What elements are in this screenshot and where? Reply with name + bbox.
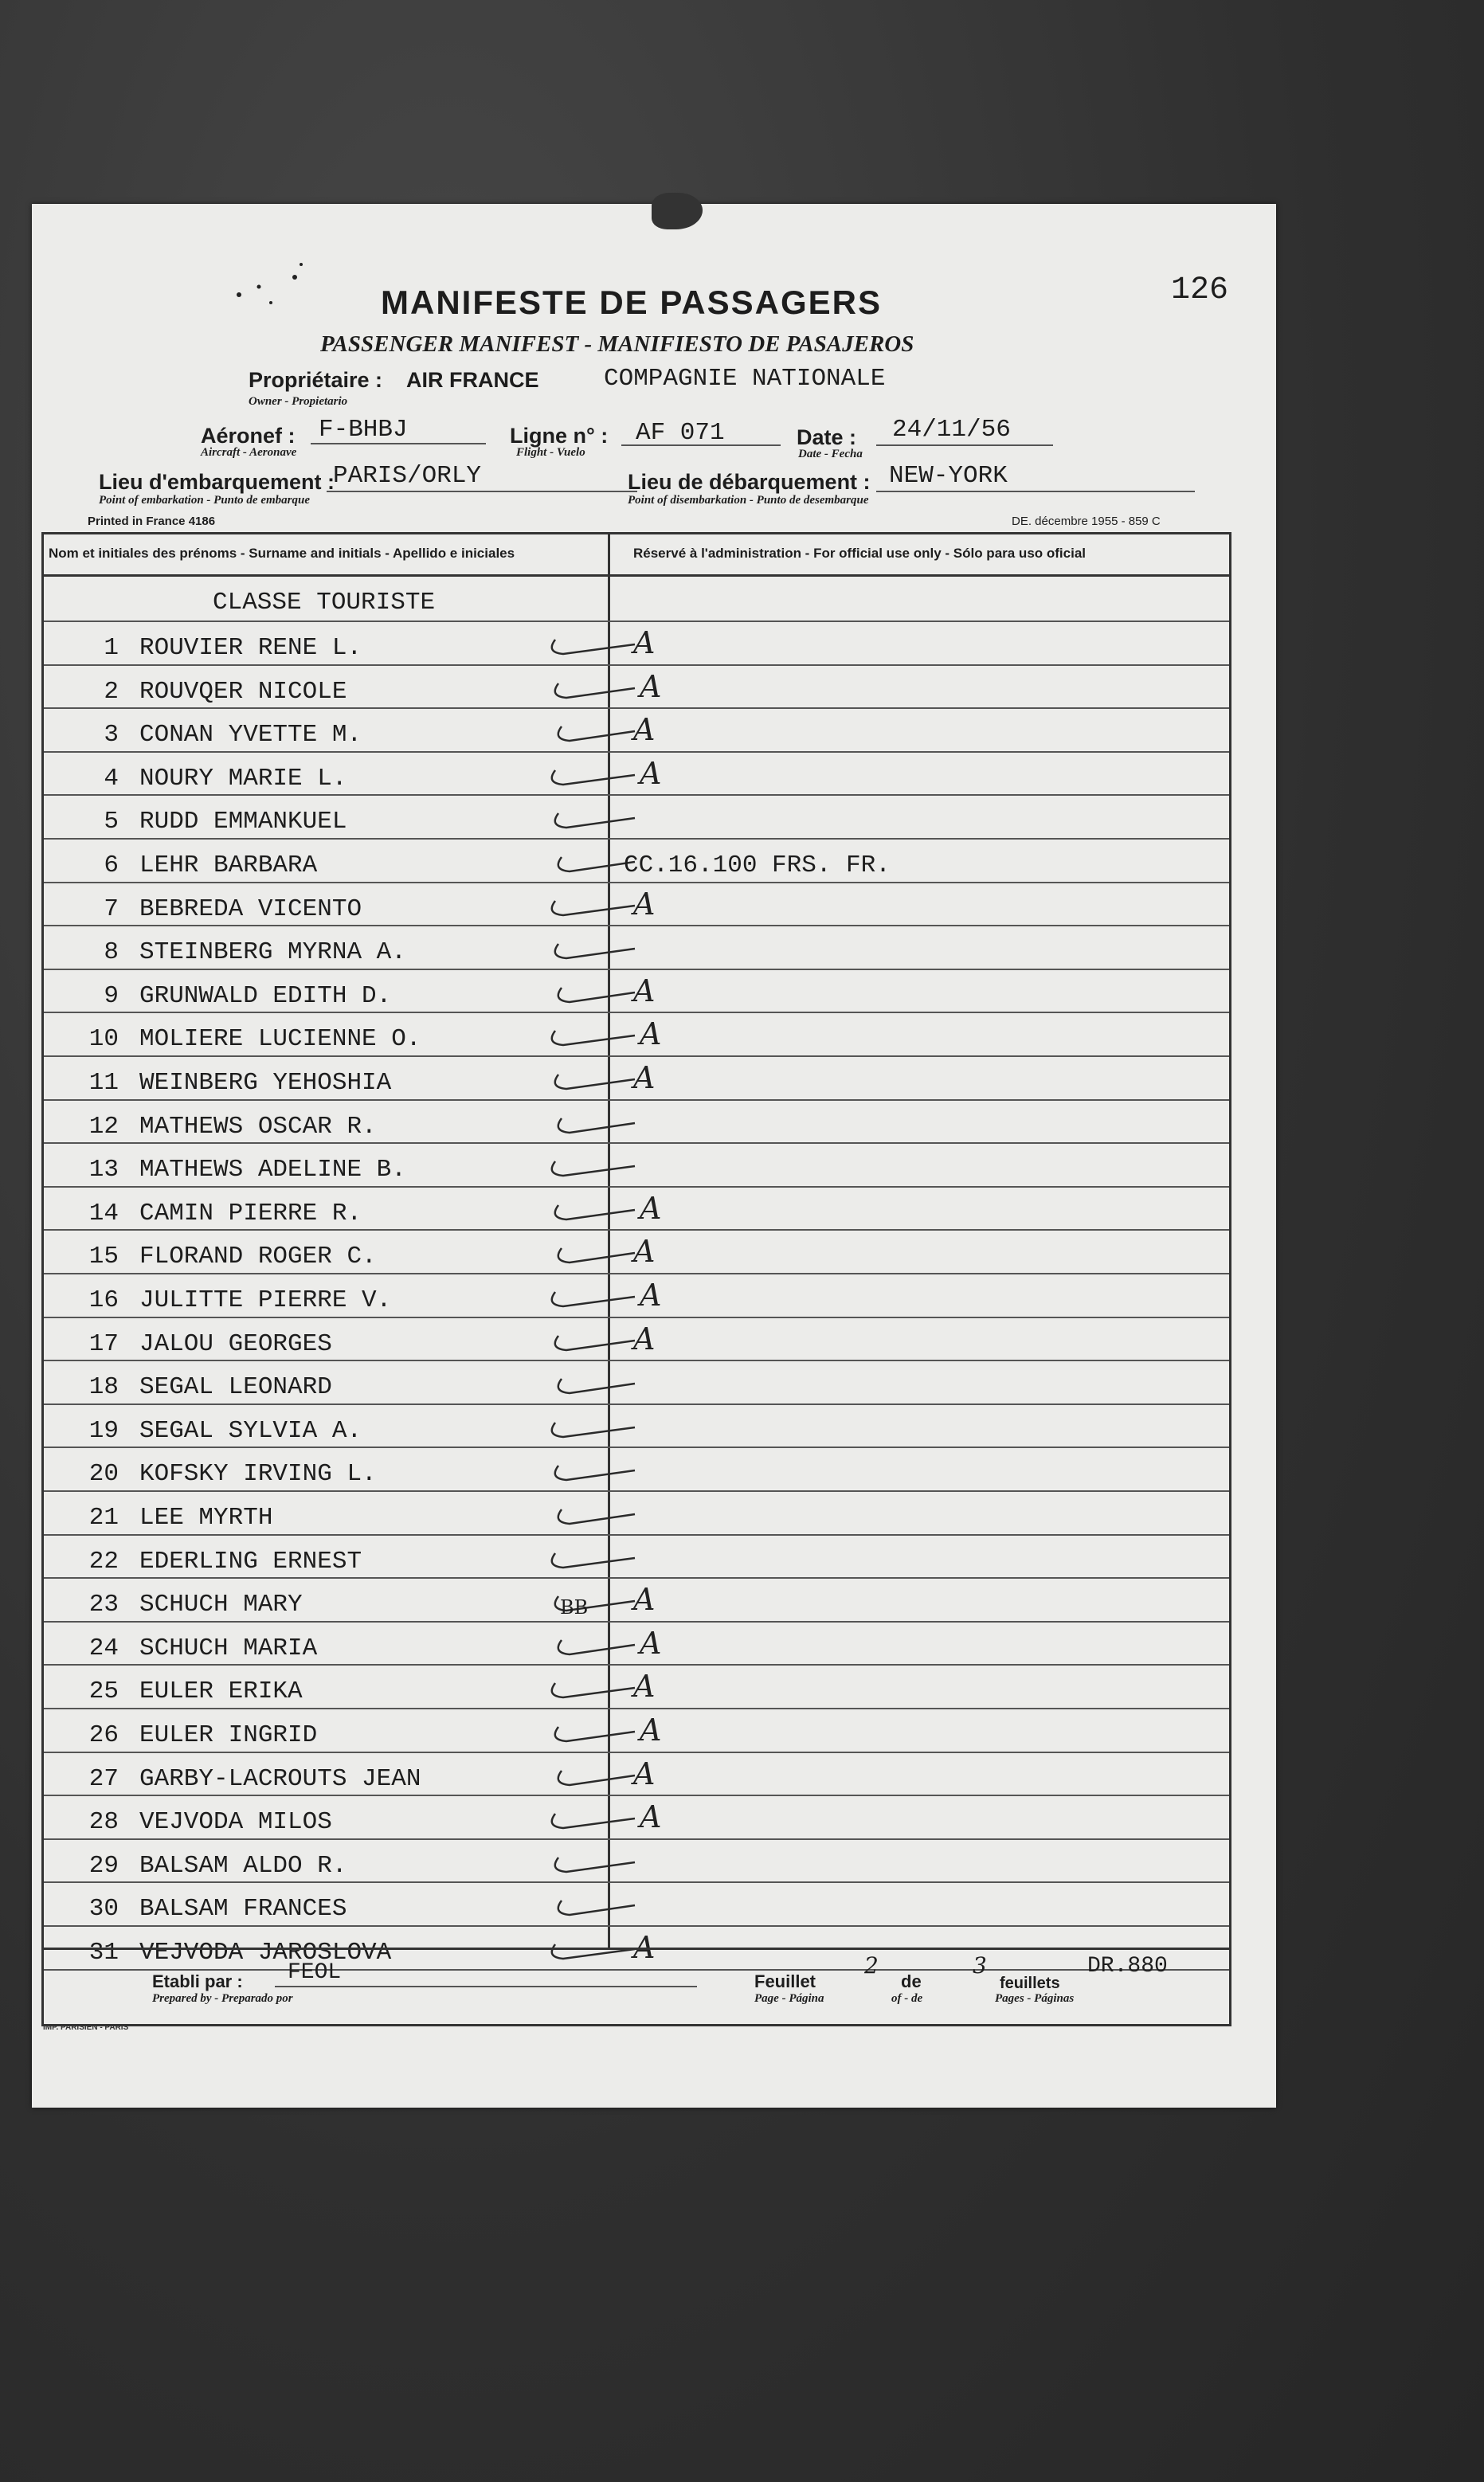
handwritten-mark: A [633, 1060, 656, 1095]
printed-in-note: Printed in France 4186 [88, 515, 216, 528]
sheet-sublabel: Page - Página [754, 1992, 824, 2005]
handwritten-mark: A [640, 1625, 662, 1661]
passenger-name: VEJVODA MILOS [139, 1808, 332, 1837]
row-number: 14 [88, 1199, 119, 1227]
handwritten-mark: A [640, 755, 662, 791]
document-subtitle: PASSENGER MANIFEST - MANIFIESTO DE PASAJEROS [320, 331, 914, 357]
passenger-name: BALSAM FRANCES [139, 1895, 347, 1924]
passenger-name: BALSAM ALDO R. [139, 1851, 347, 1880]
table-row [44, 1361, 1229, 1404]
aircraft-sublabel: Aircraft - Aeronave [201, 446, 297, 459]
passenger-name: WEINBERG YEHOSHIA [139, 1069, 392, 1097]
table-row [44, 622, 1229, 665]
handwritten-mark: A [640, 1016, 662, 1052]
row-number: 17 [88, 1329, 119, 1358]
row-number: 4 [104, 764, 119, 793]
owner-printed-value: AIR FRANCE [406, 368, 539, 392]
passenger-name: RUDD EMMANKUEL [139, 808, 347, 836]
table-row [44, 1709, 1229, 1752]
aircraft-label: Aéronef : [201, 424, 296, 448]
passenger-table [41, 532, 1231, 2026]
checkmark-icon [531, 1536, 675, 1580]
row-number: 13 [88, 1156, 119, 1184]
checkmark-icon [531, 926, 675, 971]
passenger-name: MATHEWS ADELINE B. [139, 1156, 406, 1184]
sheets-sublabel: Pages - Páginas [995, 1992, 1075, 2005]
handwritten-mark: A [633, 1582, 656, 1618]
table-row [44, 1101, 1229, 1144]
checkmark-icon [531, 1883, 675, 1928]
row-number: 1 [104, 634, 119, 662]
passenger-name: VEJVODA JAROSLOVA [139, 1939, 392, 1967]
row-number: 26 [88, 1721, 119, 1749]
passenger-name: EULER ERIKA [139, 1678, 303, 1706]
passenger-name: SEGAL SYLVIA A. [139, 1416, 362, 1445]
row-number: 11 [88, 1069, 119, 1097]
checkmark-icon [531, 1405, 675, 1450]
row-number: 19 [88, 1416, 119, 1445]
table-row [44, 666, 1229, 709]
row-number: 24 [88, 1634, 119, 1662]
row-number: 6 [104, 851, 119, 879]
checkmark-icon [531, 1361, 675, 1406]
header-name-column: Nom et initiales des prénoms - Surname and initials - Apellido e iniciales [49, 546, 515, 561]
flight-label: Ligne n° : [510, 424, 609, 448]
row-number: 16 [88, 1286, 119, 1314]
table-row [44, 1274, 1229, 1317]
form-reference: DE. décembre 1955 - 859 C [1012, 515, 1161, 528]
table-row [44, 1448, 1229, 1491]
table-row [44, 1623, 1229, 1666]
table-row [44, 753, 1229, 796]
class-label: CLASSE TOURISTE [213, 589, 436, 617]
of-label: de [901, 1971, 922, 1991]
passenger-name: GRUNWALD EDITH D. [139, 981, 392, 1010]
passenger-name: SEGAL LEONARD [139, 1373, 332, 1402]
handwritten-prefix: BB [560, 1596, 589, 1619]
passenger-name: EULER INGRID [139, 1721, 318, 1749]
table-row [44, 1883, 1229, 1926]
row-number: 29 [88, 1851, 119, 1880]
table-row [44, 1840, 1229, 1883]
passenger-name: ROUVIER RENE L. [139, 634, 362, 662]
row-number: 27 [88, 1764, 119, 1793]
page-number: 126 [1171, 272, 1229, 308]
table-row [44, 840, 1229, 883]
passenger-name: LEE MYRTH [139, 1504, 273, 1532]
aircraft-value: F-BHBJ [319, 416, 408, 444]
owner-sublabel: Owner - Propietario [249, 395, 348, 408]
passenger-name: STEINBERG MYRNA A. [139, 938, 406, 967]
printer-imprint: IMP. PARISIEN - PARIS [43, 2023, 129, 2032]
disembarkation-value: NEW-YORK [889, 462, 1008, 490]
disembarkation-sublabel: Point of disembarkation - Punto de desembarque [628, 494, 869, 507]
passenger-name: EDERLING ERNEST [139, 1547, 362, 1576]
table-row [44, 1536, 1229, 1579]
manifest-page [32, 204, 1276, 2108]
prepared-by-sublabel: Prepared by - Preparado por [152, 1992, 293, 2005]
handwritten-mark: A [633, 712, 656, 748]
row-number: 3 [104, 721, 119, 750]
sheet-value: 2 [864, 1952, 879, 1979]
passenger-name: SCHUCH MARY [139, 1591, 303, 1619]
embarkation-value: PARIS/ORLY [333, 462, 482, 490]
passenger-name: KOFSKY IRVING L. [139, 1460, 377, 1489]
handwritten-mark: A [633, 886, 656, 922]
checkmark-icon [531, 796, 675, 840]
embarkation-sublabel: Point of embarkation - Punto de embarque [99, 494, 311, 507]
row-number: 20 [88, 1460, 119, 1489]
owner-label: Propriétaire : [249, 368, 383, 392]
table-row [44, 1492, 1229, 1535]
flight-value: AF 071 [636, 419, 725, 447]
of-value: 3 [973, 1952, 987, 1979]
handwritten-mark: A [640, 1190, 662, 1226]
handwritten-mark: A [633, 1234, 656, 1270]
passenger-name: GARBY-LACROUTS JEAN [139, 1764, 421, 1793]
row-number: 31 [88, 1939, 119, 1967]
handwritten-mark: A [640, 1713, 662, 1748]
embarkation-label: Lieu d'embarquement : [99, 470, 335, 494]
table-row [44, 1796, 1229, 1839]
ink-specks [223, 255, 319, 319]
checkmark-icon [531, 1448, 675, 1493]
table-row [44, 1318, 1229, 1361]
flight-sublabel: Flight - Vuelo [516, 446, 585, 459]
checkmark-icon [531, 1840, 675, 1885]
sheet-label: Feuillet [754, 1971, 816, 1991]
prepared-by-label: Etabli par : [152, 1971, 243, 1991]
row-number: 21 [88, 1504, 119, 1532]
table-row [44, 796, 1229, 839]
owner-typed-value: COMPAGNIE NATIONALE [604, 365, 886, 393]
row-number: 18 [88, 1373, 119, 1402]
document-ref: DR.880 [1087, 1954, 1168, 1979]
row-number: 25 [88, 1678, 119, 1706]
paper-tear [652, 193, 703, 229]
table-row [44, 970, 1229, 1013]
header-official-column: Réservé à l'administration - For official use only - Sólo para uso oficial [633, 546, 1087, 561]
row-number: 5 [104, 808, 119, 836]
row-number: 7 [104, 895, 119, 923]
table-row [44, 709, 1229, 752]
table-row [44, 1753, 1229, 1796]
handwritten-mark: A [633, 625, 656, 660]
table-row [44, 926, 1229, 969]
passenger-name: SCHUCH MARIA [139, 1634, 318, 1662]
table-row [44, 1057, 1229, 1100]
passenger-name: MOLIERE LUCIENNE O. [139, 1025, 421, 1054]
handwritten-mark: A [640, 668, 662, 704]
table-row [44, 1013, 1229, 1056]
official-note: CC.16.100 FRS. FR. [624, 851, 891, 879]
passenger-name: CAMIN PIERRE R. [139, 1199, 362, 1227]
handwritten-mark: A [633, 1669, 656, 1705]
table-row [44, 1579, 1229, 1622]
handwritten-mark: A [633, 1930, 656, 1965]
table-row [44, 1188, 1229, 1231]
date-label: Date : [797, 425, 857, 449]
date-sublabel: Date - Fecha [798, 448, 863, 460]
checkmark-icon [531, 1492, 675, 1537]
handwritten-mark: A [640, 1278, 662, 1313]
row-number: 8 [104, 938, 119, 967]
row-number: 2 [104, 677, 119, 706]
checkmark-icon [531, 1101, 675, 1145]
handwritten-mark: A [633, 1321, 656, 1356]
passenger-name: BEBREDA VICENTO [139, 895, 362, 923]
document-title: MANIFESTE DE PASSAGERS [381, 284, 882, 321]
disembarkation-label: Lieu de débarquement : [628, 470, 871, 494]
passenger-name: JALOU GEORGES [139, 1329, 332, 1358]
row-number: 10 [88, 1025, 119, 1054]
passenger-name: ROUVQER NICOLE [139, 677, 347, 706]
table-row [44, 1144, 1229, 1187]
table-row [44, 1666, 1229, 1709]
of-sublabel: of - de [891, 1992, 923, 2005]
row-number: 12 [88, 1112, 119, 1141]
passenger-name: MATHEWS OSCAR R. [139, 1112, 377, 1141]
row-number: 9 [104, 981, 119, 1010]
passenger-name: JULITTE PIERRE V. [139, 1286, 392, 1314]
handwritten-mark: A [633, 1756, 656, 1791]
prepared-by-value: FEOL [288, 1960, 342, 1985]
row-number: 15 [88, 1243, 119, 1271]
passenger-name: CONAN YVETTE M. [139, 721, 362, 750]
row-number: 23 [88, 1591, 119, 1619]
sheets-label: feuillets [1000, 1975, 1060, 1992]
checkmark-icon [531, 1144, 675, 1188]
passenger-name: LEHR BARBARA [139, 851, 318, 879]
row-number: 28 [88, 1808, 119, 1837]
table-row [44, 883, 1229, 926]
handwritten-mark: A [640, 1799, 662, 1835]
date-value: 24/11/56 [892, 416, 1011, 444]
row-number: 22 [88, 1547, 119, 1576]
passenger-name: NOURY MARIE L. [139, 764, 347, 793]
table-row [44, 1231, 1229, 1274]
handwritten-mark: A [633, 973, 656, 1008]
table-row [44, 1405, 1229, 1448]
row-number: 30 [88, 1895, 119, 1924]
passenger-name: FLORAND ROGER C. [139, 1243, 377, 1271]
